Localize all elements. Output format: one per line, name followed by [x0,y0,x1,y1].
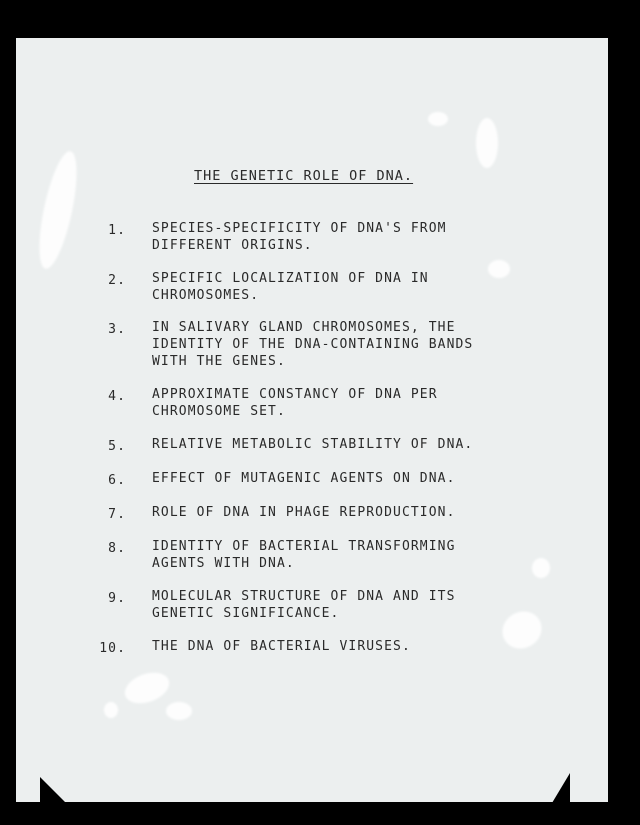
item-text: MOLECULAR STRUCTURE OF DNA AND ITS GENETIC SIGNIFICANCE. [152,589,456,621]
item-text: SPECIFIC LOCALIZATION OF DNA IN CHROMOSOMES. [152,271,429,303]
light-blot [428,112,448,126]
light-blot [488,260,510,278]
item-number: 8. [108,541,126,556]
item-text: APPROXIMATE CONSTANCY OF DNA PER CHROMOSOME SET. [152,387,438,419]
light-blot [532,558,550,578]
item-number: 5. [108,439,126,454]
item-number: 6. [108,473,126,488]
film-corner-left [40,777,66,803]
item-number: 7. [108,507,126,522]
item-text: ROLE OF DNA IN PHAGE REPRODUCTION. [152,505,456,520]
light-blot [32,148,84,271]
light-blot [166,702,192,720]
item-text: THE DNA OF BACTERIAL VIRUSES. [152,639,411,654]
light-blot [121,667,174,709]
item-number: 1. [108,223,126,238]
item-text: SPECIES-SPECIFICITY OF DNA'S FROM DIFFERENT ORIGINS. [152,221,447,253]
document-sheet [16,38,608,802]
light-blot [496,604,549,655]
item-number: 2. [108,273,126,288]
item-number: 9. [108,591,126,606]
item-number: 10. [99,641,126,656]
item-text: IN SALIVARY GLAND CHROMOSOMES, THE IDENTITY OF THE DNA-CONTAINING BANDS WITH THE GENES. [152,320,474,369]
item-text: IDENTITY OF BACTERIAL TRANSFORMING AGENTS WITH DNA. [152,539,456,571]
light-blot [476,118,498,168]
film-corner-right [552,773,570,803]
item-text: EFFECT OF MUTAGENIC AGENTS ON DNA. [152,471,456,486]
light-blot [104,702,118,718]
item-text: RELATIVE METABOLIC STABILITY OF DNA. [152,437,474,452]
item-number: 4. [108,389,126,404]
item-number: 3. [108,322,126,337]
document-title: THE GENETIC ROLE OF DNA. [194,168,414,184]
